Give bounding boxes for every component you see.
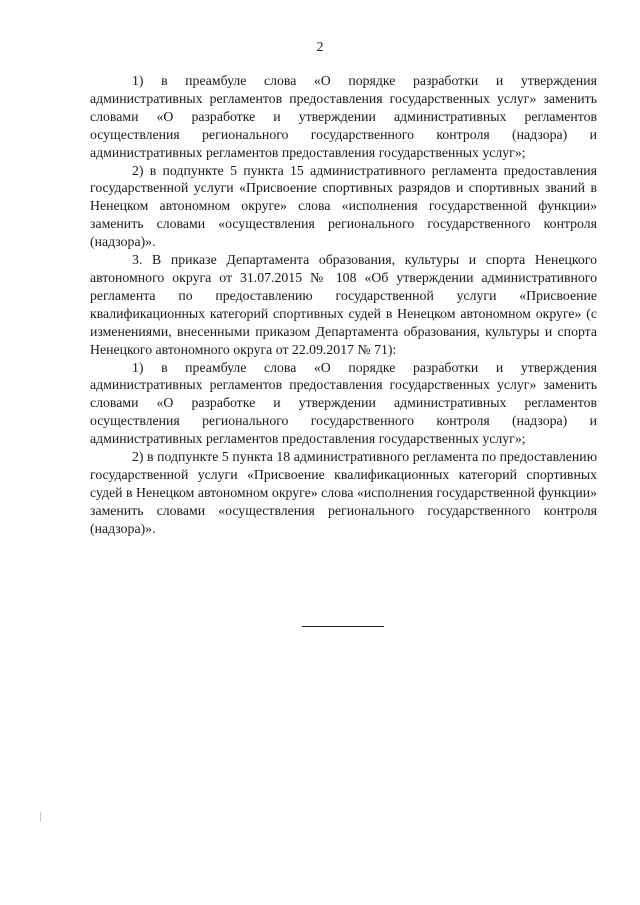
document-body bbox=[90, 72, 597, 538]
page-number: 2 bbox=[316, 40, 324, 55]
end-of-document-rule bbox=[302, 626, 384, 627]
paragraph-preamble-replacement-2: 1) в преамбуле слова «О порядке разработки и утверждения административных регламентов предоставления государственных услуг» заменить словами «О разработке и утверждении административных регламентов осуществления регионального государственного контроля (надзора) и административных регламентов предоставления государственных услуг»; bbox=[90, 359, 597, 447]
scan-margin-mark bbox=[40, 812, 41, 822]
paragraph-subclause-5-point-15: 2) в подпункте 5 пункта 15 административного регламента предоставления государственной услуги «Присвоение спортивных разрядов и спортивных званий в Ненецком автономном округе» слова «исполнения государственной функции» заменить словами «осуществления регионального государственного контроля (надзора)». bbox=[90, 162, 597, 250]
paragraph-preamble-replacement-1: 1) в преамбуле слова «О порядке разработки и утверждения административных регламентов предоставления государственных услуг» заменить словами «О разработке и утверждении административных регламентов осуществления регионального государственного контроля (надзора) и административных регламентов предоставления государственных услуг»; bbox=[90, 73, 597, 160]
paragraph-subclause-5-point-18: 2) в подпункте 5 пункта 18 административного регламента по предоставлению государственной услуги «Присвоение квалификационных категорий спортивных судей в Ненецком автономном округе» слова «исполнения государственной функции» заменить словами «осуществления регионального государственного контроля (надзора)». bbox=[90, 449, 597, 536]
paragraph-order-3-amendment: 3. В приказе Департамента образования, культуры и спорта Ненецкого автономного округа от 31.07.2015 № 108 «Об утверждении административного регламента по предоставлению государственной услуги «Присвоение квалификационных категорий спортивных судей в Ненецком автономном округе» (с изменениями, внесенными приказом Департамента образования, культуры и спорта Ненецкого автономного округа от 22.09.2017 № 71): bbox=[90, 252, 597, 357]
